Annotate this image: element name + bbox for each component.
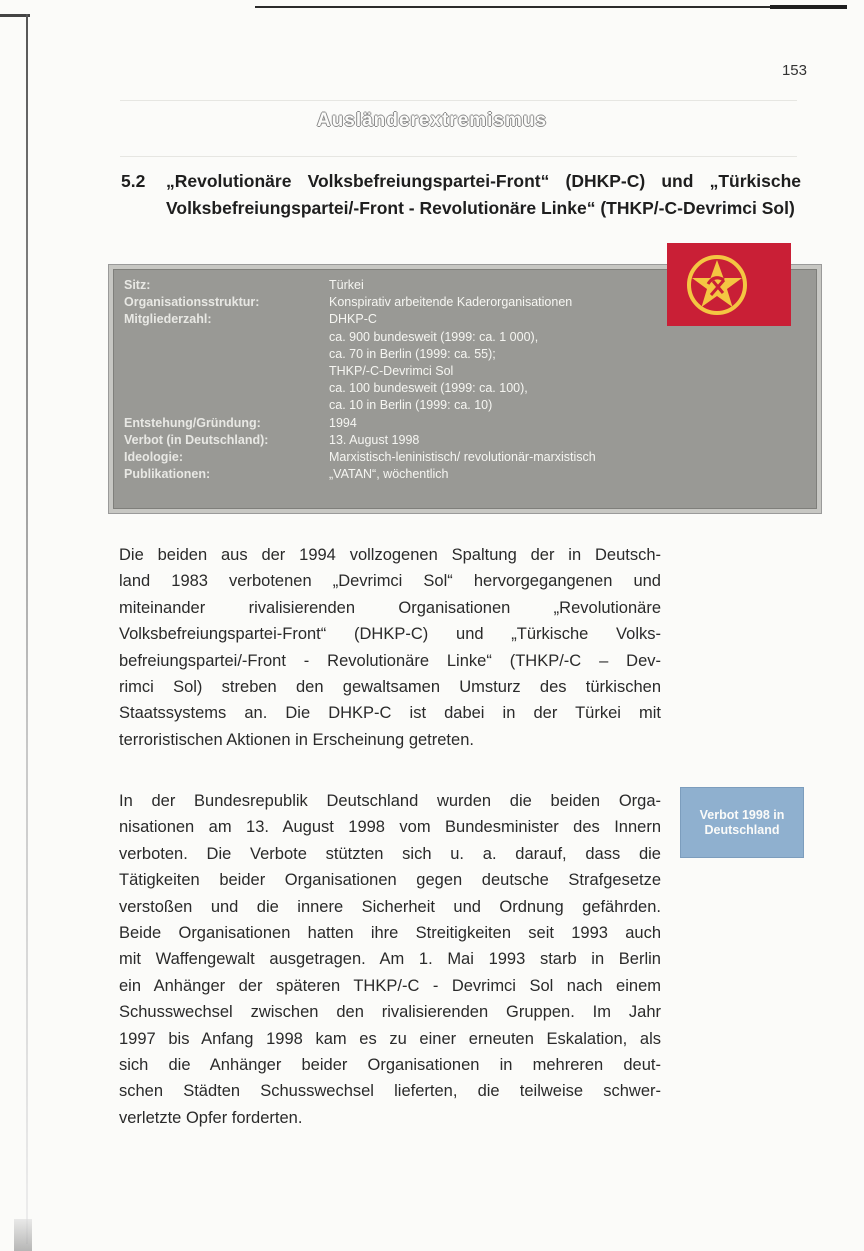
fact-value: THKP/-C-Devrimci Sol: [329, 364, 454, 378]
margin-note-text: Verbot 1998 in Deutschland: [699, 807, 785, 837]
fact-label: Publikationen:: [124, 467, 211, 482]
fact-value: Konspirativ arbeitende Kaderorganisationen: [329, 295, 573, 310]
page-number: 153: [781, 62, 807, 79]
paragraph-line: terroristischen Aktionen in Erscheinung getreten.: [119, 730, 474, 749]
fact-label: Verbot (in Deutschland):: [124, 432, 269, 447]
fact-label: Sitz:: [124, 278, 151, 292]
fact-value: ca. 900 bundesweit (1999: ca. 1 000),: [329, 329, 539, 344]
paragraph-line: rimci Sol) streben den gewaltsamen Umsturz des türkischen: [119, 677, 661, 696]
fact-value: Türkei: [329, 278, 364, 292]
paragraph-line: Die beiden aus der 1994 vollzogenen Spaltung der in Deutsch-: [119, 546, 661, 564]
paragraph-line: miteinander rivalisierenden Organisationen „Revolutionäre: [119, 598, 661, 617]
margin-note: [680, 787, 804, 858]
top-rule-accent: [770, 5, 847, 9]
paragraph-2: [119, 788, 661, 1131]
paragraph-line: nisationen am 13. August 1998 vom Bundesminister des Innern: [119, 818, 661, 837]
paragraph-line: 1997 bis Anfang 1998 kam es zu einer erneuten Eskalation, als: [119, 1029, 661, 1048]
paragraph-line: land 1983 verbotenen „Devrimci Sol“ hervorgegangenen und: [119, 572, 661, 591]
fact-value: DHKP-C: [329, 312, 377, 327]
paragraph-line: sich die Anhänger beider Organisationen in mehreren deut-: [119, 1055, 661, 1074]
paragraph-line: verletzte Opfer forderten.: [119, 1108, 303, 1127]
fact-value: ca. 10 in Berlin (1999: ca. 10): [329, 398, 493, 413]
fact-label: Mitgliederzahl:: [124, 312, 212, 327]
paragraph-line: mit Waffengewalt ausgetragen. Am 1. Mai 1993 starb in Berlin: [119, 950, 661, 969]
paragraph-line: Beide Organisationen hatten ihre Streitigkeiten seit 1993 auch: [119, 923, 661, 942]
paragraph-line: verboten. Die Verbote stützten sich u. a. darauf, dass die: [119, 844, 661, 863]
fact-label: Entstehung/Gründung:: [124, 415, 261, 430]
fact-value: „VATAN“, wöchentlich: [329, 467, 449, 482]
fact-value: ca. 70 in Berlin (1999: ca. 55);: [329, 346, 496, 361]
paragraph-line: verstoßen und die innere Sicherheit und Ordnung gefährden.: [119, 897, 661, 916]
running-head: Ausländerextremismus: [316, 110, 548, 131]
fact-label: Ideologie:: [124, 450, 184, 464]
paragraph-line: In der Bundesrepublik Deutschland wurden die beiden Orga-: [119, 792, 661, 810]
paragraph-line: Tätigkeiten beider Organisationen gegen deutsche Strafgesetze: [119, 871, 661, 890]
section-title: „Revolutionäre Volksbefreiungspartei-Front“ (DHKP-C) und „Türkische Volksbefreiungspartei/-Front - Revolutionäre Linke“ (THKP/-C-Devrimci Sol): [166, 171, 801, 218]
flag-emblem-icon: [667, 243, 791, 326]
paragraph-line: Schusswechsel zwischen den rivalisierenden Gruppen. Im Jahr: [119, 1003, 661, 1022]
flag-image: [667, 243, 791, 326]
header-rule-top: [120, 100, 797, 101]
paragraph-1: [119, 542, 661, 753]
paragraph-line: befreiungspartei/-Front - Revolutionäre Linke“ (THKP/-C – Dev-: [119, 651, 661, 670]
fact-value: 1994: [329, 415, 357, 430]
fact-label: Organisationsstruktur:: [124, 295, 260, 310]
paragraph-line: schen Städten Schusswechsel lieferten, die teilweise schwer-: [119, 1082, 661, 1101]
paragraph-line: Volksbefreiungspartei-Front“ (DHKP-C) und „Türkische Volks-: [119, 625, 661, 644]
section-number: 5.2: [121, 171, 146, 191]
paragraph-line: ein Anhänger der späteren THKP/-C - Devrimci Sol nach einem: [119, 976, 661, 995]
fact-value: 13. August 1998: [329, 432, 420, 447]
fact-value: Marxistisch-leninistisch/ revolutionär-marxistisch: [329, 450, 596, 464]
top-rule: [255, 6, 847, 8]
binding-mark: [0, 14, 32, 1251]
header-rule-bottom: [120, 156, 797, 157]
paragraph-line: Staatssystems an. Die DHKP-C ist dabei in der Türkei mit: [119, 704, 661, 723]
section-heading: [121, 168, 801, 222]
fact-value: ca. 100 bundesweit (1999: ca. 100),: [329, 381, 528, 396]
